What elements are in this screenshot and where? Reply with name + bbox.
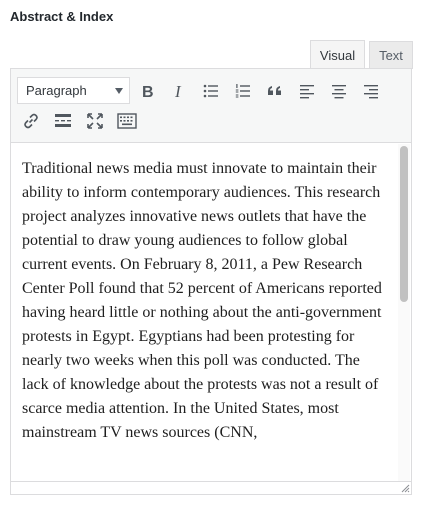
bullet-list-icon xyxy=(203,83,219,99)
chevron-down-icon xyxy=(115,88,123,94)
bold-icon xyxy=(139,83,155,99)
link-button[interactable] xyxy=(17,107,45,135)
align-left-button[interactable] xyxy=(293,77,321,105)
section-title: Abstract & Index xyxy=(10,9,114,24)
svg-text:I: I xyxy=(175,83,181,99)
blockquote-icon xyxy=(267,83,283,99)
tab-text[interactable]: Text xyxy=(369,41,413,69)
blockquote-button[interactable] xyxy=(261,77,289,105)
scrollbar-thumb[interactable] xyxy=(400,146,408,302)
link-icon xyxy=(22,112,40,130)
editor-toolbar xyxy=(11,69,411,143)
format-select-value: Paragraph xyxy=(26,83,87,98)
align-left-icon xyxy=(299,83,315,99)
align-center-button[interactable] xyxy=(325,77,353,105)
italic-icon xyxy=(171,83,187,99)
numbered-list-icon xyxy=(235,83,251,99)
italic-button[interactable] xyxy=(165,77,193,105)
toolbar-toggle-button[interactable] xyxy=(113,107,141,135)
read-more-icon xyxy=(54,112,72,130)
numbered-list-button[interactable] xyxy=(229,77,257,105)
format-select[interactable] xyxy=(17,77,130,104)
fullscreen-icon xyxy=(86,112,104,130)
read-more-button[interactable] xyxy=(49,107,77,135)
abstract-text: Traditional news media must innovate to maintain their ability to inform contemporary audiences. This research project analyzes innovative news outlets that have the potential to draw young audiences to follow global current events. On February 8, 2011, a Pew Research Center Poll found that 52 percent of Americans reported having heard little or nothing about the anti-government protests in Egypt. Egyptians had been protesting for nearly two weeks when this poll was conducted. The lack of knowledge about the protests was not a result of scarce media attention. In the United States, most mainstream TV news sources (CNN, xyxy=(22,160,382,441)
scrollbar[interactable] xyxy=(398,144,410,483)
fullscreen-button[interactable] xyxy=(81,107,109,135)
bullet-list-button[interactable] xyxy=(197,77,225,105)
toolbar-toggle-icon xyxy=(117,112,137,130)
bold-button[interactable] xyxy=(133,77,161,105)
align-right-button[interactable] xyxy=(357,77,385,105)
editor-content[interactable] xyxy=(11,143,397,483)
rich-text-editor xyxy=(10,68,412,495)
tab-visual[interactable]: Visual xyxy=(310,40,365,69)
editor-statusbar xyxy=(11,481,411,494)
resize-handle-icon[interactable] xyxy=(401,484,410,493)
align-right-icon xyxy=(363,83,379,99)
svg-text:B: B xyxy=(142,84,154,99)
align-center-icon xyxy=(331,83,347,99)
